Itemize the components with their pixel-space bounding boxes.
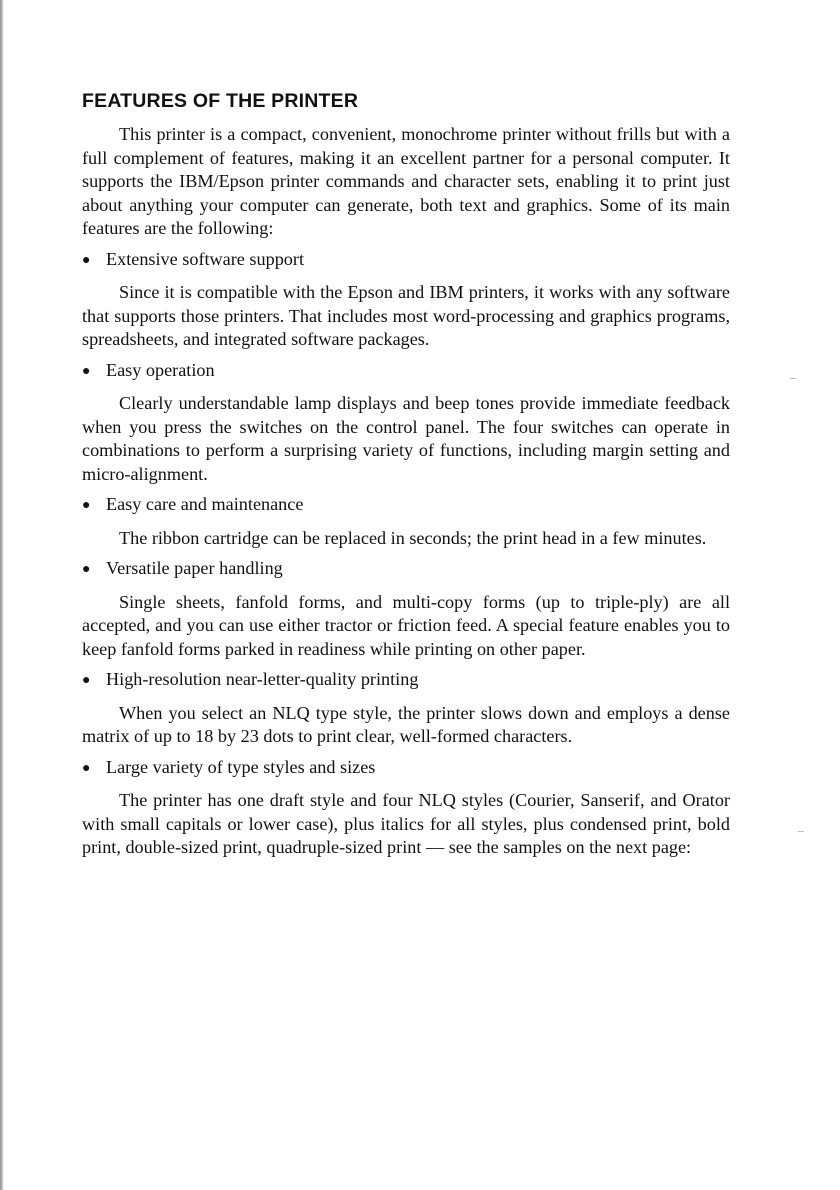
feature-bullet xyxy=(82,359,730,385)
bullet-icon: ● xyxy=(82,760,91,776)
feature-body: The printer has one draft style and four NLQ styles (Courier, Sanserif, and Orator with small capitals or lower case), plus italics for all styles, plus condensed print, bold print, double-sized print, quadruple-sized print — see the samples on the next page: xyxy=(82,790,730,857)
document-page xyxy=(82,88,730,860)
feature-title: Easy operation xyxy=(106,359,215,380)
feature-bullet xyxy=(82,557,730,583)
feature-title: High-resolution near-letter-quality printing xyxy=(106,669,419,689)
bullet-icon: ● xyxy=(82,252,91,268)
feature-bullet xyxy=(82,756,730,782)
feature-title: Easy care and maintenance xyxy=(106,494,304,514)
feature-bullet xyxy=(82,668,730,694)
feature-title: Versatile paper handling xyxy=(106,558,283,578)
feature-title: Large variety of type styles and sizes xyxy=(106,756,376,777)
feature-bullet xyxy=(82,493,730,519)
page-title: FEATURES OF THE PRINTER xyxy=(82,90,359,112)
bullet-icon: ● xyxy=(82,498,91,513)
feature-body: The ribbon cartridge can be replaced in seconds; the print head in a few minutes. xyxy=(119,527,707,548)
bullet-icon: ● xyxy=(82,673,91,688)
scan-edge xyxy=(0,0,4,1190)
bullet-icon: ● xyxy=(82,562,91,577)
feature-body: Single sheets, fanfold forms, and multi-copy forms (up to triple-ply) are all accepted, and you can use either tractor or friction feed. A special feature enables you to keep fanfold forms parked in readiness while printing on other paper. xyxy=(82,591,730,659)
scan-speck xyxy=(790,378,796,379)
feature-body: When you select an NLQ type style, the printer slows down and employs a dense matrix of up to 18 by 23 dots to print clear, well-formed characters. xyxy=(82,702,730,746)
feature-title: Extensive software support xyxy=(106,248,304,269)
bullet-icon: ● xyxy=(82,363,91,379)
feature-body: Clearly understandable lamp displays and beep tones provide immediate feedback when you press the switches on the control panel. The four switches can operate in combinations to perform a surprising variety of functions, including margin setting and micro-alignment. xyxy=(82,393,730,484)
feature-bullet xyxy=(82,248,730,274)
scan-speck xyxy=(798,831,804,832)
intro-paragraph: This printer is a compact, convenient, monochrome printer without frills but with a full complement of features, making it an excellent partner for a personal computer. It supports the IBM/Epson printer commands and character sets, enabling it to print just about anything your computer can generate, both text and graphics. Some of its main features are the following: xyxy=(82,124,730,238)
feature-body: Since it is compatible with the Epson and IBM printers, it works with any software that supports those printers. That includes most word-processing and graphics programs, spreadsheets, and integrated software packages. xyxy=(82,282,730,349)
